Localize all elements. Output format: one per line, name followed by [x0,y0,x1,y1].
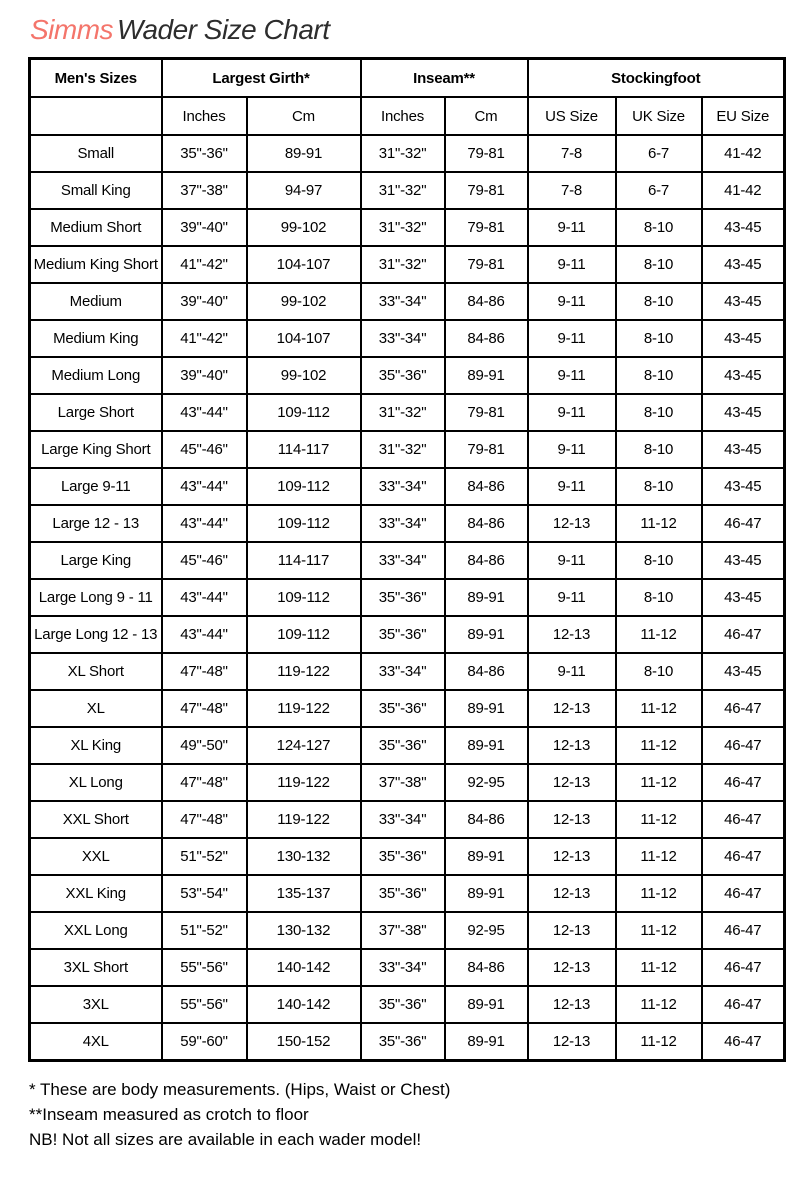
size-name-cell: Large Long 9 - 11 [30,579,162,616]
value-cell: 47"-48" [162,764,247,801]
value-cell: 46-47 [702,875,785,912]
value-cell: 12-13 [528,875,616,912]
value-cell: 130-132 [247,838,361,875]
value-cell: 92-95 [445,764,528,801]
page-title-text: Wader Size Chart [117,14,330,45]
value-cell: 51"-52" [162,912,247,949]
size-name-cell: XL [30,690,162,727]
value-cell: 33"-34" [361,801,445,838]
value-cell: 84-86 [445,542,528,579]
size-name-cell: XXL Long [30,912,162,949]
table-row [30,912,785,949]
value-cell: 12-13 [528,727,616,764]
value-cell: 11-12 [616,1023,702,1061]
value-cell: 45"-46" [162,431,247,468]
size-name-cell: Medium [30,283,162,320]
value-cell: 11-12 [616,764,702,801]
value-cell: 84-86 [445,283,528,320]
table-row [30,542,785,579]
value-cell: 8-10 [616,579,702,616]
value-cell: 33"-34" [361,653,445,690]
value-cell: 104-107 [247,320,361,357]
value-cell: 9-11 [528,394,616,431]
value-cell: 79-81 [445,209,528,246]
value-cell: 92-95 [445,912,528,949]
subheader-inseam-inches: Inches [361,97,445,135]
value-cell: 39"-40" [162,283,247,320]
value-cell: 12-13 [528,912,616,949]
value-cell: 33"-34" [361,505,445,542]
value-cell: 104-107 [247,246,361,283]
value-cell: 130-132 [247,912,361,949]
value-cell: 43-45 [702,320,785,357]
value-cell: 11-12 [616,986,702,1023]
value-cell: 43-45 [702,542,785,579]
value-cell: 41"-42" [162,246,247,283]
value-cell: 31"-32" [361,135,445,172]
size-name-cell: Large King [30,542,162,579]
value-cell: 41-42 [702,135,785,172]
value-cell: 9-11 [528,579,616,616]
value-cell: 43"-44" [162,616,247,653]
value-cell: 9-11 [528,468,616,505]
value-cell: 7-8 [528,135,616,172]
value-cell: 8-10 [616,283,702,320]
value-cell: 79-81 [445,394,528,431]
header-stockingfoot: Stockingfoot [528,59,785,98]
value-cell: 12-13 [528,986,616,1023]
value-cell: 150-152 [247,1023,361,1061]
value-cell: 109-112 [247,579,361,616]
value-cell: 35"-36" [162,135,247,172]
value-cell: 89-91 [445,1023,528,1061]
value-cell: 84-86 [445,949,528,986]
size-name-cell: XL King [30,727,162,764]
value-cell: 35"-36" [361,986,445,1023]
value-cell: 84-86 [445,653,528,690]
value-cell: 12-13 [528,690,616,727]
value-cell: 8-10 [616,542,702,579]
size-name-cell: XXL Short [30,801,162,838]
value-cell: 33"-34" [361,542,445,579]
value-cell: 35"-36" [361,838,445,875]
value-cell: 43-45 [702,357,785,394]
value-cell: 11-12 [616,912,702,949]
value-cell: 79-81 [445,431,528,468]
value-cell: 46-47 [702,727,785,764]
value-cell: 11-12 [616,505,702,542]
footnote-girth: * These are body measurements. (Hips, Waist or Chest) [29,1080,451,1099]
subheader-us-size: US Size [528,97,616,135]
value-cell: 6-7 [616,135,702,172]
value-cell: 109-112 [247,616,361,653]
footnote-inseam: **Inseam measured as crotch to floor [29,1105,309,1124]
size-name-cell: Large 12 - 13 [30,505,162,542]
size-name-cell: Large King Short [30,431,162,468]
value-cell: 9-11 [528,283,616,320]
value-cell: 12-13 [528,616,616,653]
value-cell: 31"-32" [361,246,445,283]
value-cell: 43-45 [702,394,785,431]
value-cell: 37"-38" [361,764,445,801]
value-cell: 43-45 [702,579,785,616]
value-cell: 140-142 [247,986,361,1023]
size-name-cell: Medium King Short [30,246,162,283]
table-row [30,579,785,616]
size-name-cell: Large Long 12 - 13 [30,616,162,653]
value-cell: 8-10 [616,246,702,283]
size-name-cell: Small King [30,172,162,209]
value-cell: 45"-46" [162,542,247,579]
value-cell: 39"-40" [162,357,247,394]
value-cell: 84-86 [445,505,528,542]
subheader-girth-cm: Cm [247,97,361,135]
table-row [30,801,785,838]
value-cell: 109-112 [247,468,361,505]
table-row [30,357,785,394]
value-cell: 46-47 [702,764,785,801]
value-cell: 33"-34" [361,949,445,986]
value-cell: 33"-34" [361,283,445,320]
value-cell: 9-11 [528,209,616,246]
value-cell: 79-81 [445,172,528,209]
value-cell: 11-12 [616,616,702,653]
value-cell: 119-122 [247,690,361,727]
header-inseam: Inseam** [361,59,528,98]
value-cell: 119-122 [247,653,361,690]
value-cell: 94-97 [247,172,361,209]
value-cell: 46-47 [702,801,785,838]
value-cell: 31"-32" [361,431,445,468]
value-cell: 8-10 [616,320,702,357]
value-cell: 89-91 [445,579,528,616]
size-name-cell: 4XL [30,1023,162,1061]
value-cell: 79-81 [445,246,528,283]
size-name-cell: 3XL Short [30,949,162,986]
value-cell: 37"-38" [162,172,247,209]
table-row [30,986,785,1023]
table-row [30,209,785,246]
value-cell: 55"-56" [162,949,247,986]
subheader-empty [30,97,162,135]
subheader-girth-inches: Inches [162,97,247,135]
value-cell: 59"-60" [162,1023,247,1061]
value-cell: 35"-36" [361,579,445,616]
value-cell: 12-13 [528,764,616,801]
table-row [30,653,785,690]
value-cell: 119-122 [247,801,361,838]
value-cell: 89-91 [445,875,528,912]
value-cell: 49"-50" [162,727,247,764]
value-cell: 109-112 [247,394,361,431]
size-name-cell: Medium King [30,320,162,357]
value-cell: 11-12 [616,801,702,838]
table-row [30,135,785,172]
value-cell: 46-47 [702,838,785,875]
value-cell: 119-122 [247,764,361,801]
value-cell: 35"-36" [361,875,445,912]
value-cell: 11-12 [616,949,702,986]
value-cell: 8-10 [616,394,702,431]
brand-name: Simms [30,14,114,45]
table-row [30,764,785,801]
value-cell: 39"-40" [162,209,247,246]
value-cell: 9-11 [528,357,616,394]
value-cell: 53"-54" [162,875,247,912]
value-cell: 43-45 [702,468,785,505]
footnotes [29,1077,782,1152]
value-cell: 140-142 [247,949,361,986]
value-cell: 8-10 [616,209,702,246]
value-cell: 35"-36" [361,690,445,727]
header-largest-girth: Largest Girth* [162,59,361,98]
table-row [30,431,785,468]
value-cell: 12-13 [528,801,616,838]
value-cell: 89-91 [445,986,528,1023]
value-cell: 43-45 [702,283,785,320]
table-row [30,1023,785,1061]
value-cell: 46-47 [702,912,785,949]
value-cell: 114-117 [247,542,361,579]
value-cell: 43-45 [702,653,785,690]
table-row [30,875,785,912]
value-cell: 46-47 [702,1023,785,1061]
size-name-cell: Large 9-11 [30,468,162,505]
value-cell: 33"-34" [361,320,445,357]
table-row [30,838,785,875]
value-cell: 47"-48" [162,690,247,727]
value-cell: 89-91 [247,135,361,172]
table-row [30,727,785,764]
value-cell: 89-91 [445,727,528,764]
value-cell: 35"-36" [361,616,445,653]
value-cell: 55"-56" [162,986,247,1023]
value-cell: 46-47 [702,505,785,542]
value-cell: 11-12 [616,727,702,764]
value-cell: 9-11 [528,431,616,468]
size-name-cell: Small [30,135,162,172]
value-cell: 9-11 [528,542,616,579]
value-cell: 46-47 [702,949,785,986]
size-name-cell: Medium Short [30,209,162,246]
subheader-eu-size: EU Size [702,97,785,135]
table-row [30,690,785,727]
value-cell: 12-13 [528,505,616,542]
value-cell: 9-11 [528,246,616,283]
value-cell: 46-47 [702,690,785,727]
value-cell: 6-7 [616,172,702,209]
value-cell: 84-86 [445,468,528,505]
value-cell: 46-47 [702,986,785,1023]
value-cell: 11-12 [616,875,702,912]
subheader-row [30,97,785,135]
page-title [30,14,782,46]
value-cell: 12-13 [528,1023,616,1061]
header-mens-sizes: Men's Sizes [30,59,162,98]
header-group-row [30,59,785,98]
table-row [30,246,785,283]
value-cell: 8-10 [616,431,702,468]
value-cell: 99-102 [247,283,361,320]
value-cell: 89-91 [445,690,528,727]
size-name-cell: XL Short [30,653,162,690]
value-cell: 12-13 [528,838,616,875]
table-row [30,320,785,357]
value-cell: 43"-44" [162,579,247,616]
value-cell: 43"-44" [162,394,247,431]
footnote-availability: NB! Not all sizes are available in each wader model! [29,1130,422,1149]
value-cell: 35"-36" [361,1023,445,1061]
table-row [30,172,785,209]
value-cell: 9-11 [528,320,616,357]
value-cell: 35"-36" [361,357,445,394]
value-cell: 89-91 [445,357,528,394]
value-cell: 7-8 [528,172,616,209]
value-cell: 8-10 [616,653,702,690]
subheader-inseam-cm: Cm [445,97,528,135]
value-cell: 51"-52" [162,838,247,875]
value-cell: 43-45 [702,246,785,283]
value-cell: 8-10 [616,468,702,505]
value-cell: 79-81 [445,135,528,172]
value-cell: 47"-48" [162,801,247,838]
value-cell: 31"-32" [361,394,445,431]
value-cell: 46-47 [702,616,785,653]
value-cell: 41"-42" [162,320,247,357]
value-cell: 43-45 [702,209,785,246]
table-row [30,616,785,653]
value-cell: 99-102 [247,357,361,394]
value-cell: 99-102 [247,209,361,246]
value-cell: 35"-36" [361,727,445,764]
value-cell: 31"-32" [361,209,445,246]
size-name-cell: Medium Long [30,357,162,394]
size-name-cell: XXL [30,838,162,875]
table-row [30,949,785,986]
subheader-uk-size: UK Size [616,97,702,135]
value-cell: 43"-44" [162,505,247,542]
value-cell: 33"-34" [361,468,445,505]
value-cell: 37"-38" [361,912,445,949]
value-cell: 31"-32" [361,172,445,209]
value-cell: 11-12 [616,838,702,875]
table-row [30,505,785,542]
value-cell: 114-117 [247,431,361,468]
table-row [30,283,785,320]
value-cell: 41-42 [702,172,785,209]
value-cell: 84-86 [445,801,528,838]
value-cell: 135-137 [247,875,361,912]
value-cell: 124-127 [247,727,361,764]
size-name-cell: XL Long [30,764,162,801]
size-name-cell: Large Short [30,394,162,431]
value-cell: 89-91 [445,616,528,653]
value-cell: 47"-48" [162,653,247,690]
value-cell: 9-11 [528,653,616,690]
value-cell: 8-10 [616,357,702,394]
value-cell: 11-12 [616,690,702,727]
table-header [30,59,785,136]
table-body [30,135,785,1061]
size-name-cell: 3XL [30,986,162,1023]
table-row [30,394,785,431]
value-cell: 84-86 [445,320,528,357]
value-cell: 43"-44" [162,468,247,505]
value-cell: 109-112 [247,505,361,542]
wader-size-table [28,57,786,1062]
value-cell: 43-45 [702,431,785,468]
value-cell: 12-13 [528,949,616,986]
value-cell: 89-91 [445,838,528,875]
table-row [30,468,785,505]
size-name-cell: XXL King [30,875,162,912]
